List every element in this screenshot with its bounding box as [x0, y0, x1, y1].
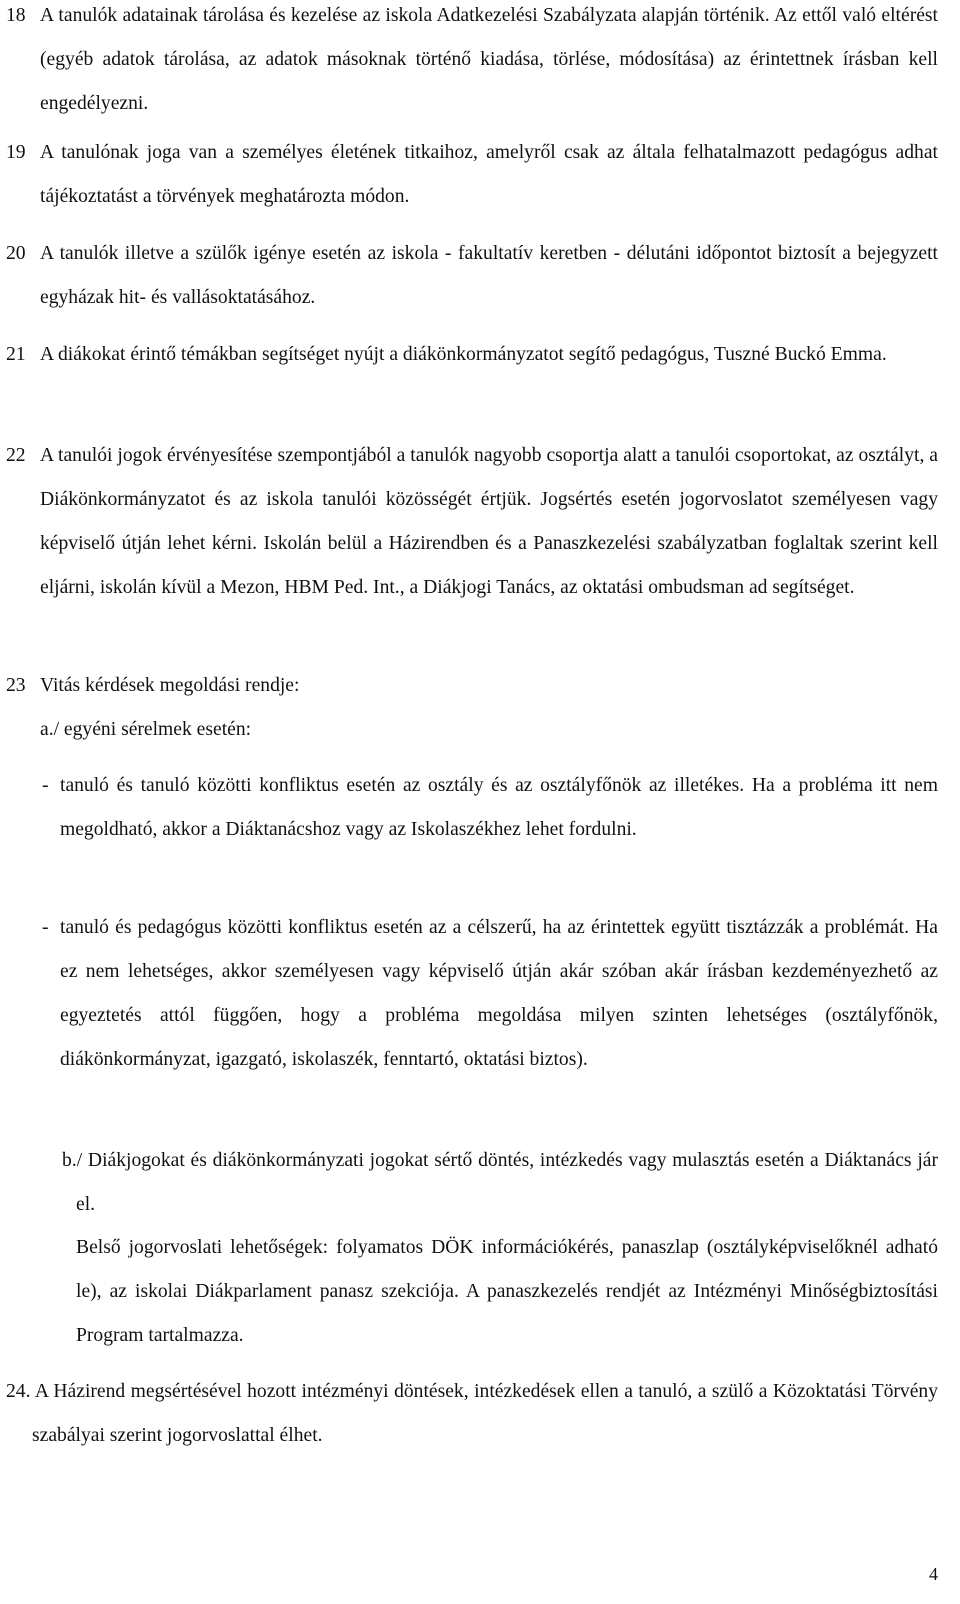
section-b-text	[62, 1139, 938, 1227]
item-23	[0, 664, 960, 708]
item-number: 20	[6, 243, 26, 264]
item-number: 19	[6, 142, 26, 163]
item-text: A tanulók adatainak tárolása és kezelése az iskola Adatkezelési Szabályzata alapján történik. Az ettől való eltérést (egyéb adatok tárolása, az adatok másoknak történő kiadása, törlése, módosítása) az érintettnek írásban kell engedélyezni.	[40, 5, 938, 114]
item-21	[0, 333, 960, 377]
item-24-text: 24. A Házirend megsértésével hozott intézményi döntések, intézkedések ellen a tanuló, a szülő a Közoktatási Törvény szabályai szerint jogorvoslattal élhet.	[6, 1381, 938, 1446]
bullet-item	[40, 764, 938, 852]
item-number: 22	[6, 445, 26, 466]
item-number: 21	[6, 344, 26, 365]
item-number: 23	[6, 675, 26, 696]
remedies-text: Belső jogorvoslati lehetőségek: folyamatos DÖK információkérés, panaszlap (osztályképviselőknél adható le), az iskolai Diákparlament panasz szekciója. A panaszkezelés rendjét az Intézményi Minőségbiztosítási Program tartalmazza.	[76, 1237, 938, 1346]
bullet-dash: -	[42, 775, 49, 796]
item-19	[0, 131, 960, 219]
bullet-text: tanuló és tanuló közötti konfliktus esetén az osztály és az osztályfőnök az illetékes. Ha a probléma itt nem megoldható, akkor a Diáktanácshoz vagy az Iskolaszékhez lehet fordulni.	[60, 775, 938, 840]
bullet-dash: -	[42, 917, 49, 938]
section-a-heading: a./ egyéni sérelmek esetén:	[40, 719, 252, 740]
item-text: Vitás kérdések megoldási rendje:	[40, 675, 300, 696]
item-text: A tanulónak joga van a személyes életének titkaihoz, amelyről csak az általa felhatalmazott pedagógus adhat tájékoztatást a törvények meghatározta módon.	[40, 142, 938, 207]
section-b-line: b./ Diákjogokat és diákönkormányzati jogokat sértő döntés, intézkedés vagy mulasztás esetén a Diáktanács jár el.	[62, 1150, 938, 1215]
item-20	[0, 232, 960, 320]
bullet-text: tanuló és pedagógus közötti konfliktus esetén az a célszerű, ha az érintettek együtt tisztázzák a problémát. Ha ez nem lehetséges, akkor személyesen vagy képviselő útján akár szóban akár írásban kezdeményezhető az egyeztetés attól függően, hogy a probléma megoldása milyen szinten lehetséges (osztályfőnök, diákönkormányzat, igazgató, iskolaszék, fenntartó, oktatási biztos).	[60, 917, 938, 1070]
item-24	[6, 1370, 938, 1458]
item-text: A diákokat érintő témákban segítséget nyújt a diákönkormányzatot segítő pedagógus, Tuszné Buckó Emma.	[40, 344, 887, 365]
item-22	[0, 434, 960, 610]
page-number: 4	[929, 1564, 938, 1584]
bullet-item	[40, 906, 938, 1082]
item-text: A tanulók illetve a szülők igénye esetén az iskola - fakultatív keretben - délutáni időpontot biztosít a bejegyzett egyházak hit- és vallásoktatásához.	[40, 243, 938, 308]
item-18	[0, 0, 960, 126]
item-text: A tanulói jogok érvényesítése szempontjából a tanulók nagyobb csoportja alatt a tanulói csoportokat, az osztályt, a Diákönkormányzatot és az iskola tanulói közösségét értjük. Jogsértés esetén jogorvoslatot személyesen vagy képviselő útján lehet kérni. Iskolán belül a Házirendben és a Panaszkezelési szabályzatban foglaltak szerint kell eljárni, iskolán kívül a Mezon, HBM Ped. Int., a Diákjogi Tanács, az oktatási ombudsman ad segítséget.	[40, 445, 938, 598]
item-number: 18	[6, 5, 26, 26]
